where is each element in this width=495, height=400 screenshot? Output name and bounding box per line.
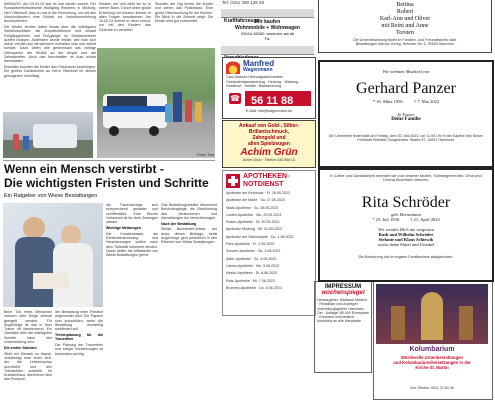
manfred-services: Gebäudeinstandsetzung · Heizung · Wartung · Notdienst · Sanitär · Badsanierung [226, 80, 301, 89]
article-col2-text-2: Die Planung der Trauerfeier und einiger Vorkehrungen ist besonders wichtig. [55, 343, 103, 356]
phone-snippet: Tel. 0151 290 128 48 [222, 0, 265, 5]
impressum-title: IMPRESSUM [324, 284, 362, 290]
article-col4-text-2: Stefan Burmeister-Wiese, der Autor dieses Beitrags, berät Angehörige gern persönlich in den Räumen von Wiese Bestattungen. [161, 227, 217, 245]
manfred-sub: Gas-Wasser-Heizungsbaumeister [226, 75, 283, 79]
obit1-name: Bettina [396, 2, 414, 8]
apotheke-entry: Park-Apotheke · Fr. 2.06.2023 [226, 242, 275, 247]
apotheke-entry: Adler-Apotheke · So. 4.06.2023 [226, 256, 277, 261]
apotheken-list [226, 191, 312, 293]
apotheke-entry: Rats-Apotheke · Mi. 7.06.2023 [226, 278, 275, 283]
church-photo [376, 284, 488, 344]
article-col3 [106, 203, 158, 398]
obituary-3 [318, 168, 494, 282]
police-car-photo [97, 48, 215, 158]
obit2-name: Gerhard Panzer [356, 80, 456, 97]
obit3-family-line: sowie deine Enkel und Urenkel [377, 241, 435, 247]
kita-article-col3 [155, 2, 213, 44]
obit3-born: geb. Bornemann [391, 211, 421, 217]
apotheke-entry: Hirsch-Apotheke · Di. 6.06.2023 [226, 271, 278, 276]
article-col2 [55, 310, 103, 398]
obituary-2 [318, 60, 494, 168]
obit1-name: Karl-Ann und Oliver [379, 16, 431, 22]
apotheke-entry: Stadt-Apotheke · So. 28.05.2023 [226, 205, 279, 210]
apotheke-entry: Rosen-Apotheke · Di. 30.05.2023 [226, 220, 280, 225]
kolumbarium-title: Kolumbarium [409, 346, 455, 353]
obit2-footer: Die Urnenfeier findet statt am Freitag, dem 30. Mai 2023, um 11.00 Uhr in der Kapelle des Neuen Friedhofs Bothfeld, Burgwedeler Straße 87, 30657 Hannover. [328, 134, 484, 143]
apotheken-title-2: NOTDIENST [243, 181, 284, 188]
obit3-family-line: Ruth und Wilhelm Schröder [378, 231, 434, 237]
obit2-intro: Wir nehmen Abschied von [382, 69, 430, 74]
article-subline: Ein Ratgeber von Wiese Bestattungen [4, 193, 98, 199]
kraftfahrzeuge-label: Kraftfahrzeuge [224, 18, 260, 24]
apotheke-entry: Apotheke Misburg · Mi. 31.05.2023 [226, 227, 282, 232]
apotheke-entry: Linden-Apotheke · Mo. 29.05.2023 [226, 212, 282, 217]
article-col1 [4, 310, 52, 398]
obit2-family: Deine Familie [391, 117, 421, 122]
article-col3-text-2: Die Krankenkasse, die Rentenversicherung und Versicherungen sollten nach dem Todesfall informiert werden. Dabei helfen die Mitarbeiter von Wiese Bestattungen gerne. [106, 231, 158, 258]
apotheken-title-1: APOTHEKEN- [243, 173, 290, 180]
obituary-1 [318, 0, 492, 53]
achim-line-1: Ankauf von Gold-, Silber- [238, 123, 299, 129]
obit1-footer-2: Bestattungen Werner Georg, Sehnder Str. 5, 30559 Hannover [355, 42, 455, 47]
kfz-line-2: Wohnmobile + Wohnwagen [235, 25, 300, 31]
article-col1-text: Beim Tod eines Menschen müssen viele Dinge zeitnah geregelt werden. Für Angehörige ist das in ihrer Trauer oft überfordernd. Ein Überblick über die wichtigsten Schritte kann hier Unterstützung sein. [4, 310, 52, 345]
achim-line-3: Zahngold und [252, 135, 286, 141]
achim-ad [222, 120, 316, 168]
kita-photo-left [3, 112, 93, 158]
article-col4-text: Das Bestattungsinstitut übernimmt Behördengänge, die Überführung des Verstorbenen und Abmeldungen bei Versicherungen. [161, 203, 217, 220]
manfred-phone-box [245, 91, 311, 106]
obit1-name: Torsten [396, 30, 414, 36]
apotheke-entry: Löwen-Apotheke · Mo. 5.06.2023 [226, 263, 280, 268]
article-col2-subhead: Terminplanung für die Trauerfeier [55, 332, 103, 342]
apotheke-entry: Sonnen-Apotheke · Sa. 3.06.2023 [226, 249, 281, 254]
kfz-line-3: 03944-36160, www.wm-aw.de [240, 31, 295, 36]
article-col3-text: die Traueranzeige sich entsprechend gestaltet und veröffentlicht. Eine Woche Vorlaufzeit ist für viele Zeitungen ratsam. [106, 203, 158, 225]
flame-icon [226, 60, 240, 74]
kolumbarium-footer: Info-Telefon: 0511 22 84 36 [410, 386, 454, 390]
article-col1-text-2: Stirbt ein Mensch zu Hause, verständigt man einen Arzt, der die Leichenschau durchführt und den Totenschein ausstellt. Im Krankenhaus übernimmt dies das Personal. [4, 351, 52, 382]
kita-article-col2-text: Kindern um und zieht sie so in seinen Bann. Durch seine große Erfahrung mit Kindern konnte er allen Fragen beantworten. Am 15.05.23 kommt er dann erneut, um mit den Kindern das Gelernte zu vertiefen. [99, 2, 151, 32]
obit3-dates: * 23. Juli 1939 † 21. April 2023 [372, 216, 440, 222]
obit3-name: Rita Schröder [361, 193, 451, 211]
phone-icon: ☎ [230, 94, 240, 103]
article-col1-subhead: Die ersten Stunden [4, 345, 37, 350]
kita-article-body-2: Ebenfalls konnten die Kinder das Polizeiauto besichtigen. Ein großes Dankeschön an Herrn Ottenhoff für diesen gelungenen Vormittag. [4, 65, 96, 78]
obit3-family-intro: Wir werden Dich nie vergessen [378, 226, 434, 232]
kolumbarium-ad [373, 281, 493, 400]
apotheken-notdienst [222, 170, 316, 316]
achim-line-2: Brillantschmuck, [248, 129, 290, 135]
photo-caption: Fotos: Kita [196, 153, 214, 157]
kita-article-col1 [4, 2, 96, 110]
article-col2-text: der Bestattung beim Friedhof angemeldet wird. Die Papiere sind auszufüllen, wenn die Bestattung rechtzeitig stattfinden soll. [55, 310, 103, 332]
impressum-text: Herausgeber: Madsack Medien · Redaktion und Anzeigen · Verbreitungsgebiet Hannover-Ost · Auflage: 85.000 Exemplare · Erscheint wöchentlich kostenlos an alle Haushalte [317, 298, 369, 324]
obit3-intro: In Liebe und Dankbarkeit nehmen wir von unserer Mutter, Schwiegermutter, Oma und Uroma Abschied nehmen. [330, 173, 482, 183]
kolumbarium-line-3: Kirche St. Martin [415, 365, 449, 370]
manfred-phone: 56 11 88 [251, 95, 294, 107]
divider [3, 160, 215, 161]
manfred-contact: E-Mail: info@wagenmann.de [245, 109, 293, 113]
kita-article-col3-text: Stunden am Tag lernen die Kinder und sehen das Polizeiauto. Eine große Überraschung für die Kleinen. Ein Blick in die Zukunft zeigt: Die Kinder sind gut vorbereitet. [155, 2, 213, 24]
apotheke-entry: Brunnen-Apotheke · Do. 8.06.2023 [226, 285, 282, 290]
obit1-name: mit Reini und Anne [381, 23, 429, 29]
article-col3-subhead: Wichtige Meldungen [106, 225, 141, 230]
obit2-dates: * 16. März 1950 † 7. Mai 2023 [372, 99, 440, 104]
verschiedenes-header [221, 46, 314, 55]
obit3-family-line: Stefanie und Klaus Schiewik [378, 236, 434, 242]
kfz-line-1: Wir kaufen [254, 19, 281, 25]
manfred-brand-2: Wagenmann [243, 67, 273, 73]
impressum-paper: wochenspiegel [321, 290, 365, 296]
kraftfahrzeuge-ad [221, 19, 314, 44]
obit1-name: Robert [396, 9, 414, 15]
achim-footer: Achim Grün · Telefon 030 866 01 [242, 158, 296, 162]
obit1-footer: Die Urnenbeisetzung findet im Familien- und Freundeskreis statt. [353, 38, 457, 42]
kolumbarium-line-1: Würdevolle Urnenbestattungen [400, 355, 464, 360]
kita-article-col2 [99, 2, 151, 44]
obit3-footer: Die Beisetzung hat im engsten Familienkreis stattgefunden. [358, 254, 454, 259]
achim-line-4: allen Spielzeugen [248, 141, 290, 147]
kfz-line-4: Fa. [264, 36, 271, 41]
manfred-ad [222, 57, 316, 119]
apotheke-entry: Apotheke am Kirchrode · Fr. 26.05.2023 [226, 191, 290, 195]
achim-name: Achim Grün [240, 147, 298, 158]
apotheke-entry: Apotheke am Schlosspark · Do. 1.06.2023 [226, 234, 294, 239]
apotheke-icon [226, 174, 240, 188]
apotheke-entry: Apotheke am Markt · Sa. 27.05.2023 [226, 198, 285, 203]
obit2-label: In Trauer [397, 112, 415, 117]
kita-article-body: Die Kinder lernten dabei etwas über die wichtigsten Verkehrsschilder, die Ampelfunktionen und worauf Fußgängerinnen und Fußgänger im Straßenverkehr achten müssen. Außerdem wurde erklärt, wie man sich sicher verhält und mit welchem Verhalten man sich selbst schützt. Dazu übten alle gemeinsam das richtige Überqueren der Straße an der Ampel und am Zebrastreifen. Auch das Anschnallen im Auto wurde thematisiert. [4, 24, 96, 64]
article-headline-1: Wenn ein Mensch verstirbt - [4, 162, 164, 176]
article-photo [3, 203, 103, 307]
article-col4-subhead: Nach der Bestattung [161, 221, 197, 226]
impressum-box [314, 281, 372, 373]
kolumbarium-line-2: und Kolumbariumsbeisetzungen in der [393, 360, 471, 365]
article-col4 [161, 203, 217, 398]
manfred-brand: Manfred [243, 59, 275, 68]
kita-article-lead: MISBURG. Am 29.04.23 war es mal wieder soweit. Der Kontaktbereichsbeamte Wolfgang Riechers in Misburg, Herr Ottenhoff, kam zu uns in die Einrichtung, um mit den Vorschulkindern eine Einheit zur Verkehrserziehung durchzuführen. [4, 2, 96, 24]
article-headline-2: Die wichtigsten Fristen und Schritte [4, 176, 209, 190]
